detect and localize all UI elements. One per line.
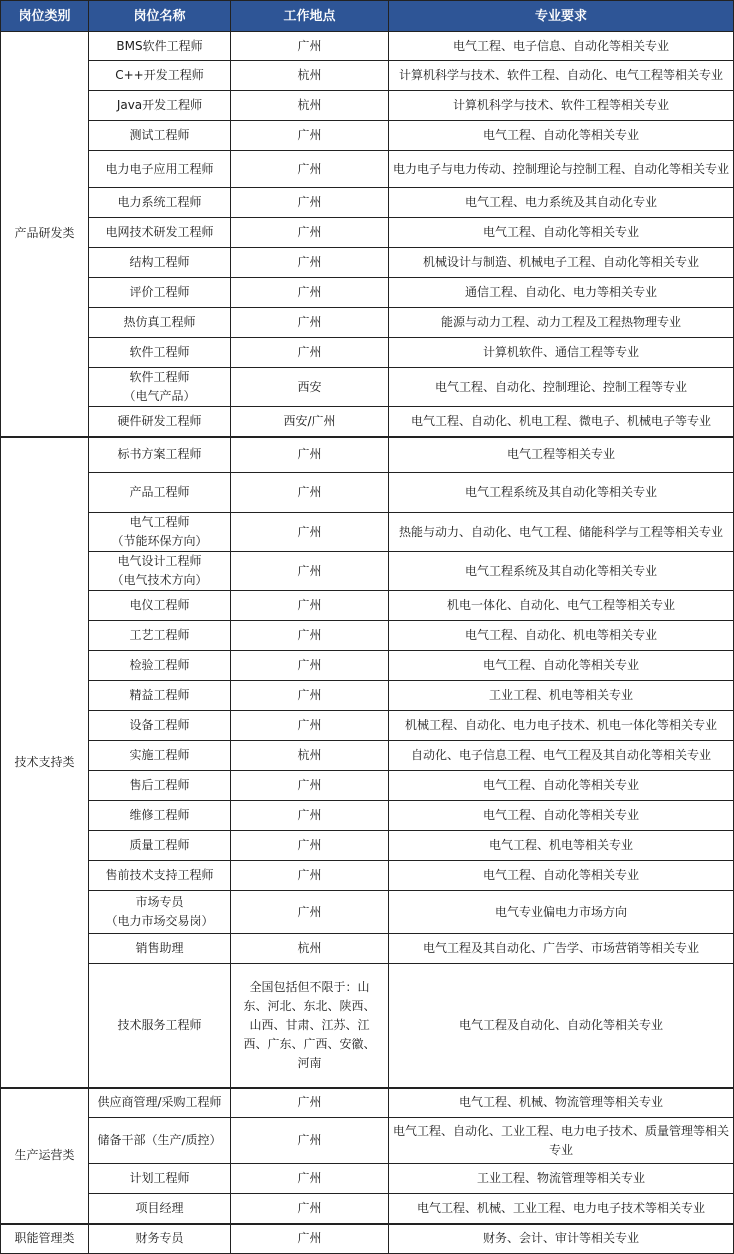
- category-cell: 职能管理类: [1, 1224, 89, 1254]
- category-cell: 生产运营类: [1, 1088, 89, 1224]
- position-name: 设备工程师: [129, 718, 190, 732]
- major-cell: 计算机科学与技术、软件工程、自动化、电气工程等相关专业: [389, 61, 734, 91]
- header-position-name: 岗位名称: [89, 1, 231, 32]
- position-name: 质量工程师: [129, 838, 190, 852]
- position-name: 产品工程师: [129, 485, 190, 499]
- position-name: 硬件研发工程师: [117, 413, 202, 428]
- position-name: 维修工程师: [129, 808, 190, 822]
- position-name-cell: [89, 473, 231, 513]
- major-cell: 电气工程及自动化、自动化等相关专业: [389, 964, 734, 1088]
- major-cell: 电气工程、机械、物流管理等相关专业: [389, 1088, 734, 1118]
- table-row: [1, 861, 734, 891]
- major-cell: 自动化、电子信息工程、电气工程及其自动化等相关专业: [389, 741, 734, 771]
- position-name-cell: [89, 621, 231, 651]
- location-cell: 广州: [231, 308, 389, 338]
- location-cell: 广州: [231, 1164, 389, 1194]
- major-cell: 电气工程、电力系统及其自动化专业: [389, 188, 734, 218]
- position-name-cell: [89, 368, 231, 407]
- table-row: [1, 407, 734, 437]
- position-name-cell: [89, 218, 231, 248]
- table-row: [1, 831, 734, 861]
- position-name-cell: [89, 513, 231, 552]
- position-name: BMS软件工程师: [116, 38, 203, 53]
- major-cell: 电气工程、机械、工业工程、电力电子技术等相关专业: [389, 1194, 734, 1224]
- table-row: [1, 368, 734, 407]
- major-cell: 电气工程系统及其自动化等相关专业: [389, 552, 734, 591]
- location-cell: 广州: [231, 771, 389, 801]
- position-name: 精益工程师: [129, 688, 190, 702]
- header-row: [1, 1, 734, 32]
- position-subtitle: （电气技术方向）: [111, 573, 208, 587]
- major-cell: 电气工程系统及其自动化等相关专业: [389, 473, 734, 513]
- location-cell: 广州: [231, 338, 389, 368]
- location-cell: 广州: [231, 1194, 389, 1224]
- position-name-cell: [89, 437, 231, 473]
- position-name-cell: [89, 32, 231, 61]
- major-cell: 财务、会计、审计等相关专业: [389, 1224, 734, 1254]
- position-name: 财务专员: [135, 1231, 184, 1246]
- table-row: [1, 591, 734, 621]
- location-cell: 杭州: [231, 741, 389, 771]
- location-cell: 广州: [231, 32, 389, 61]
- position-name: 电气设计工程师: [117, 554, 202, 568]
- position-name: 电力电子应用工程师: [105, 161, 214, 176]
- header-category: 岗位类别: [1, 1, 89, 32]
- position-name-cell: [89, 801, 231, 831]
- position-name-cell: [89, 964, 231, 1088]
- position-name-cell: [89, 338, 231, 368]
- location-cell: 西安: [231, 368, 389, 407]
- position-name-cell: [89, 1224, 231, 1254]
- major-cell: 能源与动力工程、动力工程及工程热物理专业: [389, 308, 734, 338]
- table-row: [1, 188, 734, 218]
- table-row: [1, 1088, 734, 1118]
- position-subtitle: （节能环保方向）: [111, 534, 208, 548]
- position-name-cell: [89, 861, 231, 891]
- major-cell: 计算机软件、通信工程等专业: [389, 338, 734, 368]
- major-cell: 电气工程、自动化等相关专业: [389, 218, 734, 248]
- location-cell: 广州: [231, 437, 389, 473]
- position-name: 供应商管理/采购工程师: [97, 1095, 222, 1110]
- location-cell: 广州: [231, 1224, 389, 1254]
- major-cell: 电气工程、机电等相关专业: [389, 831, 734, 861]
- major-cell: 电力电子与电力传动、控制理论与控制工程、自动化等相关专业: [389, 151, 734, 188]
- location-cell: 广州: [231, 711, 389, 741]
- table-row: [1, 121, 734, 151]
- table-row: [1, 681, 734, 711]
- position-name-cell: [89, 681, 231, 711]
- position-name-cell: [89, 248, 231, 278]
- table-row: [1, 32, 734, 61]
- major-cell: 电气工程、自动化、机电工程、微电子、机械电子等专业: [389, 407, 734, 437]
- table-row: [1, 711, 734, 741]
- position-name-cell: [89, 151, 231, 188]
- position-name: 结构工程师: [129, 255, 190, 269]
- table-row: [1, 513, 734, 552]
- major-cell: 机电一体化、自动化、电气工程等相关专业: [389, 591, 734, 621]
- table-row: [1, 278, 734, 308]
- position-name: 热仿真工程师: [123, 315, 196, 329]
- table-body: [1, 32, 734, 1254]
- major-cell: 机械工程、自动化、电力电子技术、机电一体化等相关专业: [389, 711, 734, 741]
- position-name: 软件工程师: [129, 370, 190, 384]
- position-subtitle: （电气产品）: [123, 389, 196, 403]
- major-cell: 电气工程、电子信息、自动化等相关专业: [389, 32, 734, 61]
- table-row: [1, 964, 734, 1088]
- major-cell: 电气工程、自动化等相关专业: [389, 801, 734, 831]
- table-row: [1, 338, 734, 368]
- position-name: 销售助理: [135, 941, 184, 955]
- location-cell: 广州: [231, 513, 389, 552]
- position-name: 电仪工程师: [129, 598, 190, 612]
- position-name-cell: [89, 891, 231, 934]
- location-cell: 广州: [231, 891, 389, 934]
- position-name: 工艺工程师: [129, 628, 190, 642]
- position-name-cell: [89, 308, 231, 338]
- position-name-cell: [89, 1118, 231, 1164]
- major-cell: 电气工程、自动化、控制理论、控制工程等专业: [389, 368, 734, 407]
- location-cell: 广州: [231, 861, 389, 891]
- table-row: [1, 437, 734, 473]
- position-name-cell: [89, 1088, 231, 1118]
- position-name: 项目经理: [135, 1200, 184, 1215]
- major-cell: 电气工程及其自动化、广告学、市场营销等相关专业: [389, 934, 734, 964]
- table-row: [1, 891, 734, 934]
- major-cell: 工业工程、物流管理等相关专业: [389, 1164, 734, 1194]
- major-cell: 电气专业偏电力市场方向: [389, 891, 734, 934]
- table-row: [1, 1164, 734, 1194]
- location-cell: 广州: [231, 278, 389, 308]
- location-cell: 广州: [231, 681, 389, 711]
- position-name-cell: [89, 407, 231, 437]
- table-row: [1, 934, 734, 964]
- location-cell: 杭州: [231, 91, 389, 121]
- position-name-cell: [89, 831, 231, 861]
- location-cell: 广州: [231, 151, 389, 188]
- position-name: Java开发工程师: [116, 98, 203, 112]
- position-name-cell: [89, 188, 231, 218]
- major-cell: 计算机科学与技术、软件工程等相关专业: [389, 91, 734, 121]
- position-name: 市场专员: [135, 895, 184, 909]
- major-cell: 电气工程、自动化等相关专业: [389, 121, 734, 151]
- location-cell: 广州: [231, 1088, 389, 1118]
- location-cell: 广州: [231, 218, 389, 248]
- position-subtitle: （电力市场交易岗）: [105, 914, 214, 928]
- table-row: [1, 1224, 734, 1254]
- table-row: [1, 248, 734, 278]
- major-cell: 电气工程、自动化等相关专业: [389, 861, 734, 891]
- position-name-cell: [89, 1194, 231, 1224]
- position-name-cell: [89, 771, 231, 801]
- table-row: [1, 151, 734, 188]
- table-row: [1, 801, 734, 831]
- location-cell: 广州: [231, 591, 389, 621]
- table-row: [1, 651, 734, 681]
- position-name-cell: [89, 591, 231, 621]
- header-major: 专业要求: [389, 1, 734, 32]
- position-name: 电力系统工程师: [117, 195, 202, 209]
- location-cell: 广州: [231, 552, 389, 591]
- position-name-cell: [89, 1164, 231, 1194]
- position-name: 测试工程师: [129, 128, 190, 142]
- location-cell: 广州: [231, 248, 389, 278]
- location-cell: 全国包括但不限于：山东、河北、东北、陕西、山西、甘肃、江苏、江西、广东、广西、安徽、河南: [231, 964, 389, 1088]
- position-name-cell: [89, 121, 231, 151]
- location-cell: 广州: [231, 121, 389, 151]
- major-cell: 电气工程、自动化、工业工程、电力电子技术、质量管理等相关专业: [389, 1118, 734, 1164]
- position-name-cell: [89, 651, 231, 681]
- position-name: 电网技术研发工程师: [105, 225, 214, 239]
- position-name: 标书方案工程师: [117, 447, 202, 462]
- position-name: 评价工程师: [129, 285, 190, 299]
- location-cell: 杭州: [231, 61, 389, 91]
- location-cell: 广州: [231, 473, 389, 513]
- position-name: 售后工程师: [129, 778, 190, 792]
- table-row: [1, 741, 734, 771]
- position-name: 实施工程师: [129, 748, 190, 762]
- position-name-cell: [89, 278, 231, 308]
- header-location: 工作地点: [231, 1, 389, 32]
- position-name: C++开发工程师: [115, 68, 204, 82]
- location-cell: 广州: [231, 621, 389, 651]
- location-cell: 广州: [231, 1118, 389, 1164]
- position-name: 软件工程师: [129, 345, 190, 359]
- location-cell: 广州: [231, 188, 389, 218]
- position-name: 电气工程师: [129, 515, 190, 529]
- table-row: [1, 473, 734, 513]
- table-row: [1, 771, 734, 801]
- table-row: [1, 218, 734, 248]
- position-name-cell: [89, 741, 231, 771]
- category-cell: 产品研发类: [1, 32, 89, 437]
- major-cell: 电气工程、自动化、机电等相关专业: [389, 621, 734, 651]
- position-name-cell: [89, 61, 231, 91]
- position-name-cell: [89, 711, 231, 741]
- major-cell: 通信工程、自动化、电力等相关专业: [389, 278, 734, 308]
- position-name: 技术服务工程师: [117, 1017, 202, 1032]
- table-row: [1, 621, 734, 651]
- location-cell: 西安/广州: [231, 407, 389, 437]
- category-cell: 技术支持类: [1, 437, 89, 1088]
- position-name: 计划工程师: [129, 1171, 190, 1185]
- position-name: 售前技术支持工程师: [105, 868, 214, 882]
- table-row: [1, 308, 734, 338]
- major-cell: 电气工程、自动化等相关专业: [389, 651, 734, 681]
- major-cell: 工业工程、机电等相关专业: [389, 681, 734, 711]
- position-name-cell: [89, 934, 231, 964]
- table-row: [1, 1194, 734, 1224]
- table-row: [1, 552, 734, 591]
- location-cell: 广州: [231, 801, 389, 831]
- major-cell: 电气工程等相关专业: [389, 437, 734, 473]
- location-cell: 杭州: [231, 934, 389, 964]
- position-name: 储备干部（生产/质控）: [97, 1133, 222, 1147]
- location-cell: 广州: [231, 651, 389, 681]
- major-cell: 热能与动力、自动化、电气工程、储能科学与工程等相关专业: [389, 513, 734, 552]
- position-name-cell: [89, 552, 231, 591]
- major-cell: 电气工程、自动化等相关专业: [389, 771, 734, 801]
- major-cell: 机械设计与制造、机械电子工程、自动化等相关专业: [389, 248, 734, 278]
- table-row: [1, 61, 734, 91]
- location-cell: 广州: [231, 831, 389, 861]
- table-row: [1, 91, 734, 121]
- position-name-cell: [89, 91, 231, 121]
- position-name: 检验工程师: [129, 658, 190, 672]
- table-row: [1, 1118, 734, 1164]
